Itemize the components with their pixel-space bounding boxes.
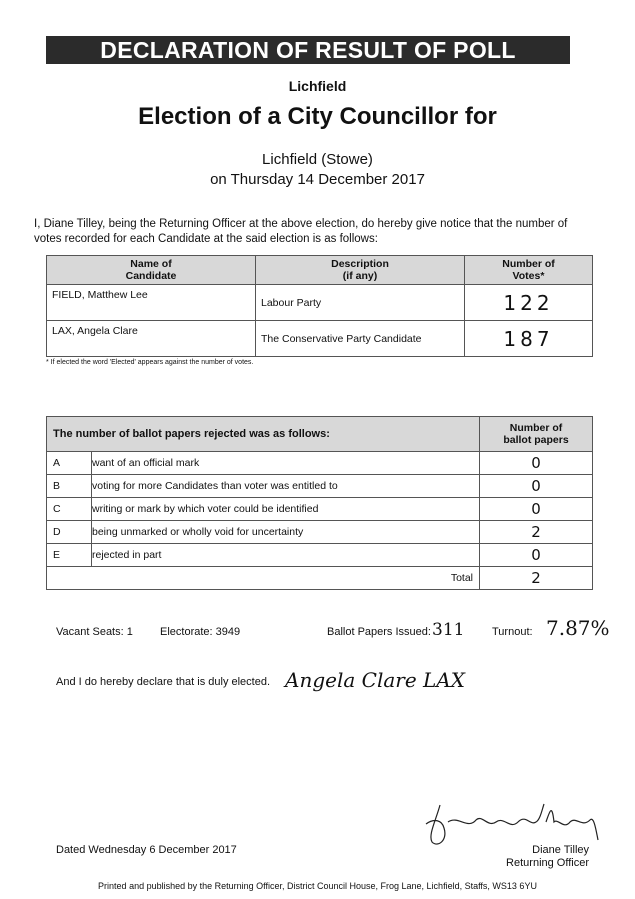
rejected-reason: writing or mark by which voter could be identified	[92, 498, 480, 521]
table-row	[47, 285, 593, 321]
candidate-description: The Conservative Party Candidate	[256, 321, 465, 357]
candidates-header-row	[47, 256, 593, 285]
turnout-value: 7.87%	[546, 616, 610, 640]
candidates-table	[46, 255, 593, 357]
rejected-letter: C	[47, 498, 92, 521]
rejected-count: 0	[480, 544, 593, 567]
rejected-header-row	[47, 417, 593, 452]
notice-text: I, Diane Tilley, being the Returning Officer at the above election, do hereby give notice that the number of votes recorded for each Candidate at the said election is as follows:	[34, 218, 568, 245]
header-desc-line1: Description	[331, 258, 389, 270]
total-label: Total	[47, 567, 480, 590]
rejected-count: 2	[480, 521, 593, 544]
election-date: on Thursday 14 December 2017	[210, 171, 425, 188]
rejected-count: 0	[480, 452, 593, 475]
document-banner: DECLARATION OF RESULT OF POLL	[46, 36, 570, 64]
header-votes-line2: Votes*	[512, 270, 545, 282]
total-row	[47, 567, 593, 590]
turnout-label: Turnout:	[492, 626, 533, 638]
table-row	[47, 544, 593, 567]
count-header-line1: Number of	[509, 422, 563, 434]
header-votes	[465, 256, 593, 285]
rejected-reason: voting for more Candidates than voter was entitled to	[92, 475, 480, 498]
candidate-votes: 187	[465, 321, 593, 357]
header-name-line2: Candidate	[125, 270, 177, 282]
rejected-count: 0	[480, 475, 593, 498]
elected-candidate: Angela Clare LAX	[285, 668, 465, 692]
returning-officer	[506, 844, 589, 870]
ballot-papers-value: 311	[432, 620, 465, 640]
rejected-reason: rejected in part	[92, 544, 480, 567]
council-name: Lichfield	[288, 78, 347, 94]
returning-officer-title: Returning Officer	[506, 857, 589, 869]
rejected-letter: E	[47, 544, 92, 567]
header-desc-line2: (if any)	[342, 270, 378, 282]
dated-text: Dated Wednesday 6 December 2017	[56, 844, 237, 856]
header-votes-line1: Number of	[502, 258, 555, 270]
header-name-line1: Name of	[130, 258, 172, 270]
page-title: Election of a City Councillor for	[138, 103, 497, 130]
table-row	[47, 498, 593, 521]
count-header-line2: ballot papers	[503, 434, 569, 446]
returning-officer-name: Diane Tilley	[532, 844, 589, 856]
votes-footnote: * If elected the word 'Elected' appears against the number of votes.	[46, 359, 254, 366]
table-row	[47, 521, 593, 544]
ballot-papers-label: Ballot Papers Issued:	[327, 626, 431, 638]
rejected-header: The number of ballot papers rejected was as follows:	[47, 417, 480, 452]
printed-by: Printed and published by the Returning Officer, District Council House, Frog Lane, Lichfield, Staffs, WS13 6YU	[98, 881, 537, 891]
rejected-count-header	[480, 417, 593, 452]
rejected-count: 0	[480, 498, 593, 521]
table-row	[47, 475, 593, 498]
total-value: 2	[480, 567, 593, 590]
electorate: Electorate: 3949	[160, 626, 241, 638]
table-row	[47, 321, 593, 357]
candidate-description: Labour Party	[256, 285, 465, 321]
ward-name: Lichfield (Stowe)	[262, 151, 373, 168]
header-description	[256, 256, 465, 285]
candidate-votes: 122	[465, 285, 593, 321]
candidate-name: FIELD, Matthew Lee	[47, 285, 256, 321]
table-row	[47, 452, 593, 475]
candidate-name: LAX, Angela Clare	[47, 321, 256, 357]
declaration-text: And I do hereby declare that is duly elected.	[56, 676, 271, 688]
rejected-letter: A	[47, 452, 92, 475]
rejected-letter: D	[47, 521, 92, 544]
rejected-letter: B	[47, 475, 92, 498]
rejected-table	[46, 416, 593, 590]
header-name	[47, 256, 256, 285]
rejected-reason: want of an official mark	[92, 452, 480, 475]
rejected-reason: being unmarked or wholly void for uncertainty	[92, 521, 480, 544]
vacant-seats: Vacant Seats: 1	[56, 626, 133, 638]
